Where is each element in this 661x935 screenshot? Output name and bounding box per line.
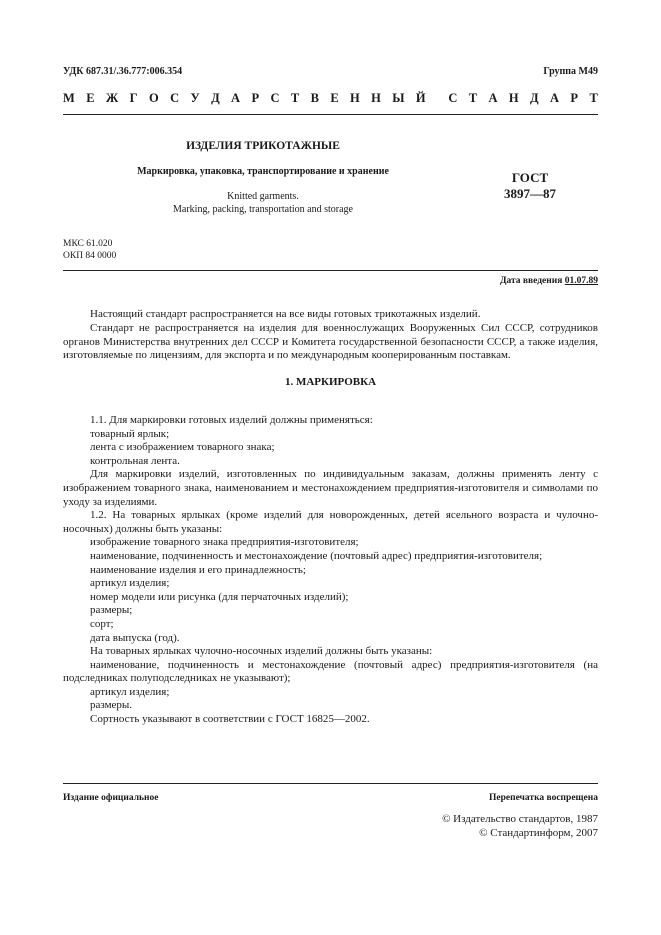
- standard-type-letter: Н: [508, 91, 519, 105]
- gost-label: ГОСТ: [511, 170, 549, 185]
- standard-type-letter: А: [488, 91, 498, 105]
- standard-type-letter: Н: [350, 91, 360, 105]
- section-line: наименование, подчиненность и местонахождение (почтовый адрес) предприятия-изготовителя (на подследниках полуподследниках не указывают);: [63, 658, 598, 685]
- copyright-block: [442, 813, 598, 840]
- introduction-date-value: 01.07.89: [564, 276, 598, 286]
- section-line: артикул изделия;: [90, 685, 170, 698]
- standard-type-letter: Е: [330, 91, 339, 105]
- standard-type-letter: Й: [415, 91, 426, 105]
- section-line: дата выпуска (год).: [90, 631, 180, 644]
- gost-designation: [490, 170, 570, 202]
- classifier-codes: [63, 238, 116, 262]
- bottom-divider: [63, 783, 598, 784]
- standard-type-letter: Р: [251, 91, 260, 105]
- subtitle-russian: Маркировка, упаковка, транспортирование и хранение: [137, 166, 389, 177]
- section-line: сорт;: [90, 617, 114, 630]
- section-line: Сортность указывают в соответствии с ГОСТ 16825—2002.: [90, 713, 370, 726]
- reprint-prohibited-label: Перепечатка воспрещена: [488, 793, 598, 803]
- section-line: лента с изображением товарного знака;: [90, 441, 275, 454]
- section-line: контрольная лента.: [90, 454, 180, 467]
- introduction-date-label: Дата введения: [499, 276, 563, 286]
- top-divider: [63, 114, 598, 115]
- section-line: наименование, подчиненность и местонахождение (почтовый адрес) предприятия-изготовителя;: [90, 549, 543, 562]
- section-line: номер модели или рисунка (для перчаточных изделий);: [90, 590, 349, 603]
- product-title: ИЗДЕЛИЯ ТРИКОТАЖНЫЕ: [186, 140, 340, 152]
- intro-paragraph-exclusions: Стандарт не распространяется на изделия для военнослужащих Вооруженных Сил СССР, сотрудников органов Министерства внутренних дел СССР и Комитета государственной безопасности СССР, а также изделия, изготовляемые по лицензиям, для экспорта и по международным кооперированным поставкам.: [63, 322, 598, 362]
- standard-type-letter: С: [448, 91, 458, 105]
- section-line: размеры;: [90, 604, 133, 617]
- okp-code: ОКП 84 0000: [63, 251, 117, 261]
- standard-type-letter: Ж: [105, 91, 119, 105]
- intro-paragraph-scope: Настоящий стандарт распространяется на все виды готовых трикотажных изделий.: [90, 308, 481, 320]
- copyright-line-2: © Стандартинформ, 2007: [479, 826, 598, 839]
- standard-type-letter: В: [310, 91, 319, 105]
- section-line: изображение товарного знака предприятия-изготовителя;: [90, 536, 359, 549]
- standard-type-letter: Т: [589, 91, 598, 105]
- subtitle-english-line-1: Knitted garments.: [227, 191, 299, 202]
- section-line: На товарных ярлыках чулочно-носочных изделий должны быть указаны:: [90, 645, 433, 658]
- standard-type-letter: Т: [468, 91, 478, 105]
- standard-type-letter: М: [63, 91, 75, 105]
- section-line: размеры.: [90, 699, 133, 712]
- section-body: [63, 414, 598, 727]
- mks-code: МКС 61.020: [63, 239, 113, 249]
- copyright-line-1: © Издательство стандартов, 1987: [442, 813, 598, 825]
- middle-divider: [63, 270, 598, 271]
- standard-type-letter: Д: [530, 91, 539, 105]
- subtitle-english-line-2: Marking, packing, transportation and storage: [173, 204, 353, 215]
- standard-type-letter: Г: [129, 91, 138, 105]
- standard-type-letter: У: [190, 91, 200, 105]
- section-heading: 1. МАРКИРОВКА: [284, 376, 377, 388]
- section-line: артикул изделия;: [90, 577, 170, 590]
- section-line: Для маркировки изделий, изготовленных по индивидуальным заказам, должны применять ленту с изображением товарного знака, наименованием и местонахождением предприятия-изготовителя и символами по уходу за изделиями.: [63, 468, 598, 508]
- standard-type-letter: Н: [371, 91, 381, 105]
- standard-type-letter: Д: [211, 91, 220, 105]
- standard-type-letter: Е: [86, 91, 95, 105]
- standard-type-heading: [63, 91, 598, 106]
- standard-type-letter: Р: [570, 91, 579, 105]
- introduction-date: [500, 276, 598, 286]
- gost-number: 3897—87: [504, 186, 556, 201]
- standard-type-letter: С: [270, 91, 280, 105]
- section-line: 1.2. На товарных ярлыках (кроме изделий для новорожденных, детей ясельного возраста и чулочно-носочных) должны быть указаны:: [63, 509, 598, 535]
- udk-code: УДК 687.31/.36.777:006.354: [63, 66, 183, 77]
- subtitle-english: [63, 190, 463, 216]
- section-line: наименование изделия и его принадлежность;: [90, 563, 306, 576]
- standard-type-letter: О: [148, 91, 159, 105]
- standard-type-letter: Ы: [392, 91, 405, 105]
- standard-type-letter: А: [550, 91, 560, 105]
- standard-type-letter: Т: [290, 91, 300, 105]
- standard-type-letter: А: [231, 91, 241, 105]
- section-line: 1.1. Для маркировки готовых изделий должны применяться:: [90, 414, 373, 426]
- official-edition-label: Издание официальное: [63, 793, 159, 803]
- standard-type-letter: С: [170, 91, 180, 105]
- group-code: Группа М49: [543, 66, 598, 77]
- section-line: товарный ярлык;: [90, 427, 170, 440]
